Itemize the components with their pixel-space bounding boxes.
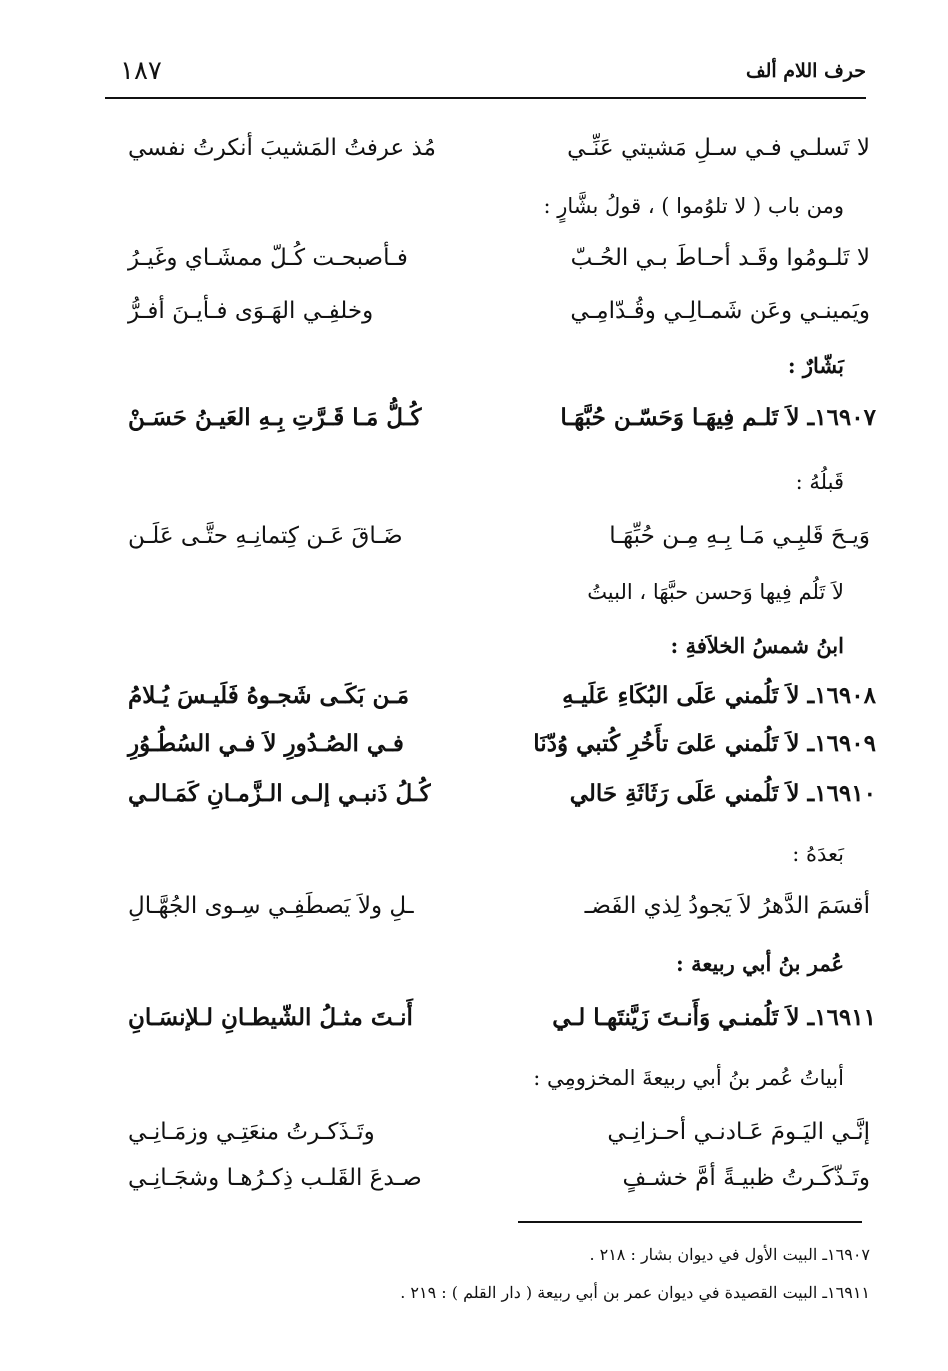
numbered-verse-second-hemistich — [128, 398, 483, 438]
chapter-title: حرف اللام ألف — [745, 60, 866, 82]
prose-line: أبياتُ عُمر بنُ أبي ربيعةَ المخزومِي : — [533, 1066, 844, 1090]
poet-name: بَشّارٌ : — [787, 353, 844, 378]
verse-second-hemistich — [128, 1112, 483, 1152]
prose-line: بَعدَهُ : — [792, 842, 844, 866]
verse-second-hemistich-text: فـأصبحـت كُـلّ ممشَـاي وغَيـرُ — [128, 245, 408, 271]
verse-second-hemistich-text: وتَـذَكـرتُ منعَتِـي وزمَـانِـي — [128, 1119, 375, 1145]
verse-second-hemistich-text: فـي الصُـدُورِ لاَ فـي السُطُـوُرِ — [128, 730, 404, 757]
numbered-verse-second-hemistich — [128, 998, 483, 1038]
numbered-verse-second-hemistich — [128, 724, 483, 764]
verse-second-hemistich — [128, 516, 483, 556]
prose-line: ومن باب ( لا تلوُموا ) ، قولُ بشَّارٍ : — [543, 194, 844, 218]
poet-name: ابنُ شمسُ الخلاَفةِ : — [670, 633, 844, 658]
footnote: ١٦٩٠٧ـ البيت الأول في ديوان بشار : ٢١٨ . — [589, 1245, 870, 1264]
footnote: ١٦٩١١ـ البيت القصيدة في ديوان عمر بن أبي ربيعة ( دار القلم ) : ٢١٩ . — [400, 1283, 870, 1302]
prose-line: قَبلُهُ : — [795, 470, 844, 494]
numbered-verse-second-hemistich — [128, 676, 483, 716]
numbered-verse-first-hemistich: ١٦٩٠٧ـ لاَ تَلـم فِيهَـا وَحَسّـن حُبَّهَـا — [560, 404, 876, 431]
verse-second-hemistich-text: وخلفِـي الهَـوَى فـأيـنَ أفـرُّ — [128, 298, 374, 324]
poet-name: عُمر بنُ أبي ربيعة : — [676, 951, 844, 976]
verse-first-hemistich: ويَمينـي وعَن شَمـالِـي وقُـدّامِـي — [570, 298, 870, 324]
verse-second-hemistich-text: ـلِ ولاَ يَصطَفِـي سِـوى الجُهَّـالِ — [128, 893, 414, 919]
verse-second-hemistich-text: كُـلُّ مَـا قَـرَّتِ بِـهِ العَيـنُ حَسَـنْ — [128, 404, 422, 431]
verse-second-hemistich — [128, 128, 483, 168]
verse-second-hemistich-text: كُـلُ ذَنبـي إلـى الـزَّمـانِ كَمَـالـي — [128, 780, 431, 807]
verse-second-hemistich — [128, 238, 483, 278]
verse-second-hemistich — [128, 886, 483, 926]
verse-first-hemistich: وتَـذّكَـرتُ ظبيـةً أمَّ خشـفٍ — [622, 1165, 870, 1191]
numbered-verse-first-hemistich: ١٦٩١١ـ لاَ تَلُمنـي وَأَنـتَ زَيَّنتَهـا لـي — [552, 1004, 876, 1031]
numbered-verse-first-hemistich: ١٦٩٠٨ـ لاَ تَلُمني عَلَى البُكَاءِ عَلَيـهِ — [562, 682, 876, 709]
verse-first-hemistich: لا تَلـومُوا وقَـد أحـاطَ بـي الحُـبّ — [570, 245, 870, 271]
verse-first-hemistich: لا تَسلـي فـي سـلِ مَشيتي عَنِّـي — [567, 135, 870, 161]
prose-line: لاَ تَلُم فِيها وَحسن حبَّهَا ، البيتُ — [587, 580, 844, 604]
numbered-verse-second-hemistich — [128, 774, 483, 814]
verse-second-hemistich-text: ضَـاقَ عَـن كِتمانِـهِ حتَّـى عَلَـن — [128, 523, 403, 549]
verse-second-hemistich — [128, 1158, 483, 1198]
footnote-rule — [518, 1221, 862, 1223]
verse-second-hemistich-text: مُذ عرفتُ المَشيبَ أنكرتُ نفسي — [128, 135, 436, 161]
numbered-verse-first-hemistich: ١٦٩٠٩ـ لاَ تَلُمني عَلىَ تأَخُرِ كُتبي وُدّنَا — [533, 730, 876, 757]
page-number: ١٨٧ — [120, 56, 162, 86]
verse-first-hemistich: وَيـحَ قَلبِـي مَـا بِـهِ مِـن حُبِّهَـا — [609, 523, 870, 549]
verse-second-hemistich-text: مَـن بَكَـى شَجـوهُ فَلَيـسَ يُـلامُ — [128, 682, 410, 709]
numbered-verse-first-hemistich: ١٦٩١٠ـ لاَ تَلُمني عَلَى رَثَاثَةِ حَالي — [569, 780, 876, 807]
verse-first-hemistich: أقسَمَ الدَّهرُ لاَ يَجودُ لِذي الفَضـ — [584, 893, 870, 919]
verse-second-hemistich — [128, 291, 483, 331]
verse-second-hemistich-text: أَنـتَ مثـلُ الشّيطـانِ لـلإنسَـانِ — [128, 1004, 413, 1031]
verse-second-hemistich-text: صـدعَ القَلـب ذِكـرُهـا وشجَـانِـي — [128, 1165, 422, 1191]
verse-first-hemistich: إنَّـي اليَـومَ عَـادنـي أحـزانِـي — [607, 1119, 870, 1145]
